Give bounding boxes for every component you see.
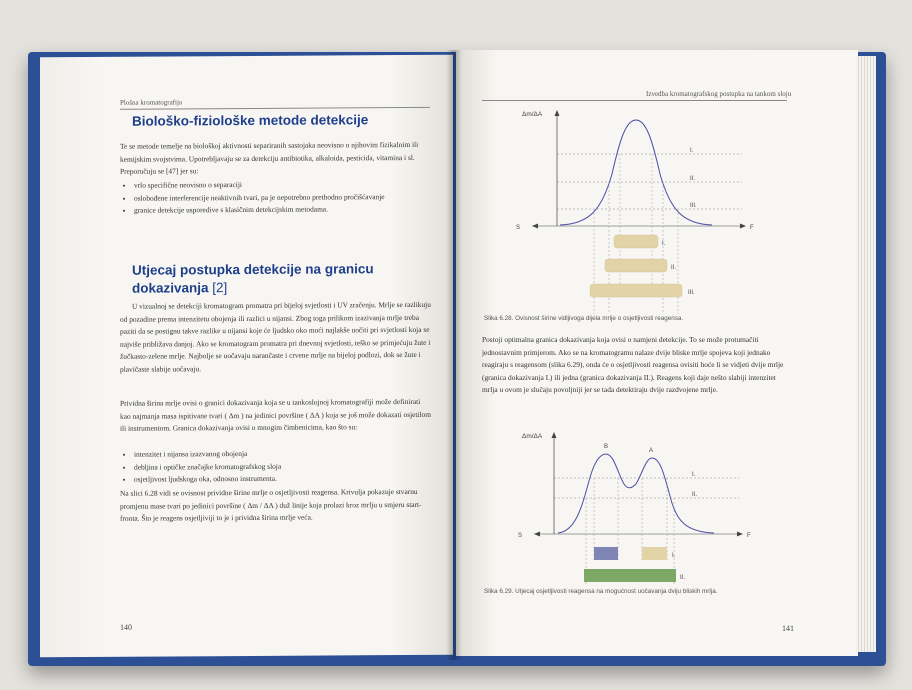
- heading-reference: [2]: [212, 280, 228, 296]
- fig2-spot-label-1: I.: [672, 553, 676, 559]
- fig2-x-arrow-right-icon: [737, 532, 743, 537]
- page-edges: [856, 56, 876, 652]
- left-page: [40, 55, 453, 658]
- running-head-left: Plošna kromatografija: [120, 98, 183, 107]
- body-paragraph-2: Prividna širina mrlje ovisi o granici dokazivanja koja se u tankoslojnoj kromatografiji može definirati kao najmanja masa ispitivane tvari ( Δm ) na jedinici površine ( ΔA ) koja se još može dokazati osjetilom ili instrumentom. Granica dokazivanja ovisi o mnogim čimbenicima, kao što su:: [120, 396, 432, 433]
- body-paragraph-3: Na slici 6.28 vidi se ovisnost prividne širine mrlje o osjetljivosti reagensa. Krivulja pokazuje stvarnu promjenu mase tvari po jedinici površine ( Δm / ΔA ) duž linije koja prolazi kroz mrlju u smjeru start-fronta. Što je reagens osjetljiviji to je i prividna širina mrlje veća.: [120, 486, 422, 523]
- fig1-x-arrow-left-icon: [532, 224, 538, 229]
- fig2-spot-label-2: II.: [680, 575, 686, 581]
- fig2-spot-b: [594, 547, 618, 560]
- fig2-y-arrow-icon: [552, 432, 557, 438]
- figure-6-28-caption: Slika 6.28. Ovisnost širine vidljivoga dijela mrlje o osjetljivosti reagensa.: [484, 315, 684, 322]
- book-gutter-shadow: [446, 50, 462, 660]
- bullet-item: • intenzitet i nijansa izazvanog obojenja: [134, 447, 430, 461]
- bullet-list-1: [120, 178, 430, 218]
- fig1-level-label-1: I.: [690, 148, 694, 154]
- right-page: [456, 50, 858, 656]
- section-heading-bioloske: Biološko-fiziološke metode detekcije: [132, 112, 369, 129]
- page-number-left: 140: [120, 622, 132, 632]
- bullet-item: • granice detekcije usporedive s klasičnim detekcijskim metodama.: [134, 203, 430, 217]
- fig1-level-label-3: III.: [690, 203, 697, 209]
- figure-6-29: [514, 426, 814, 586]
- fig1-y-label: Δm/ΔA: [522, 111, 543, 118]
- fig2-level-label-2: II.: [692, 492, 698, 498]
- right-body-paragraph: Postoji optimalna granica dokazivanja koja ovisi o namjeni detekcije. To se može protumačiti jednostavnim primjerom. Ako se na kromatogramu nalaze dvije bliske mrlje spojeva koji jednako reagiraju s reagensom (slika 6.29), onda će o osjetljivosti reagensa ovisiti hoće li se vidjeti dvije mrlje (granica dokazivanja I.) ili jedna (granica dokazivanja II.). Reagens koji daje nešto slabiji intenzitet mrlja u ovom je slučaju povoljniji jer se tada detektiraju dvije razdvojene mrlje.: [482, 335, 784, 395]
- fig2-x-arrow-left-icon: [534, 532, 540, 537]
- fig2-peak-label-a: A: [649, 448, 654, 454]
- fig2-y-label: Δm/ΔA: [522, 433, 543, 440]
- fig1-spot-label-2: II.: [671, 265, 677, 271]
- fig1-spot-level-1: [614, 235, 658, 248]
- fig2-level-label-1: I.: [692, 472, 696, 478]
- bullet-item: • osjetljivost ljudskoga oka, odnosno instrumenta.: [134, 472, 430, 486]
- fig2-peak-label-b: B: [604, 444, 609, 450]
- bullet-list-2: [120, 447, 430, 487]
- fig1-spot-level-3: [590, 284, 682, 297]
- header-rule-right: [482, 100, 787, 101]
- fig1-spot-label-3: III.: [688, 290, 695, 296]
- fig2-merged-spot: [584, 569, 676, 582]
- fig1-spot-level-2: [605, 259, 667, 272]
- fig2-projection-lines: [586, 478, 674, 584]
- fig1-x-arrow-right-icon: [740, 224, 746, 229]
- fig1-spot-label-1: I.: [662, 241, 666, 247]
- fig2-start-label: S: [518, 533, 523, 539]
- fig2-double-peak-curve: [558, 454, 714, 533]
- intro-paragraph: Te se metode temelje na biološkoj aktivnosti separiranih sastojaka neovisno o njihovim fizikalnim ili kemijskim svojstvima. Upotrebljavaju se za detekciju antibiotika, alkaloida, pesticida, vitamina i sl. Preporučuju se [47] jer su:: [120, 139, 419, 176]
- fig2-spot-a: [642, 547, 667, 560]
- fig1-front-label: F: [750, 225, 754, 231]
- bullet-item: • vrlo specifične neovisno o separaciji: [134, 178, 430, 192]
- fig2-front-label: F: [747, 533, 751, 539]
- header-rule-left: [120, 107, 430, 110]
- figure-6-28: [512, 104, 812, 314]
- heading-line-1: Utjecaj postupka detekcije na granicu: [132, 261, 374, 278]
- fig1-y-arrow-icon: [555, 110, 560, 116]
- bullet-item: • debljina i optičke značajke kromatografskog sloja: [134, 459, 430, 473]
- fig1-start-label: S: [516, 225, 521, 231]
- body-paragraph-1: U vizualnoj se detekciji kromatogram promatra pri bijeloj svjetlosti i UV zračenju. Mrlje se razlikuju od pozadine prema intenzitetu obojenja ili razlici u nijansi. Zbog toga prilikom izazivanja mrlje treba paziti da se postignu takve razlike u nijansi koje će ljudsko oko moći najlakše uočiti pri svjetlosti koja se najviše približava danjoj. Ako se kromatogram promatra pri dnevnoj svjetlosti, teško se primjećuju žute i žučkasto-zelene mrlje. Najbolje se uočavaju narančaste i crvene mrlje na bijeloj podlozi, dok se žute i plavičaste slabije uočavaju.: [120, 299, 431, 374]
- running-head-right: Izvedba kromatografskog postupka na tankom sloju: [646, 90, 792, 98]
- page-number-right: 141: [782, 624, 794, 633]
- bullet-item: • oslobođene interferencije neaktivnih tvari, pa je nepotrebno prethodno pročišćavanje: [134, 190, 430, 204]
- figure-6-29-caption: Slika 6.29. Utjecaj osjetljivosti reagensa na mogućnost uočavanja dviju bliskih mrlja.: [484, 588, 718, 595]
- fig1-level-label-2: II.: [690, 176, 696, 182]
- section-heading-utjecaj: [132, 260, 374, 297]
- heading-line-2: dokazivanja: [132, 280, 209, 296]
